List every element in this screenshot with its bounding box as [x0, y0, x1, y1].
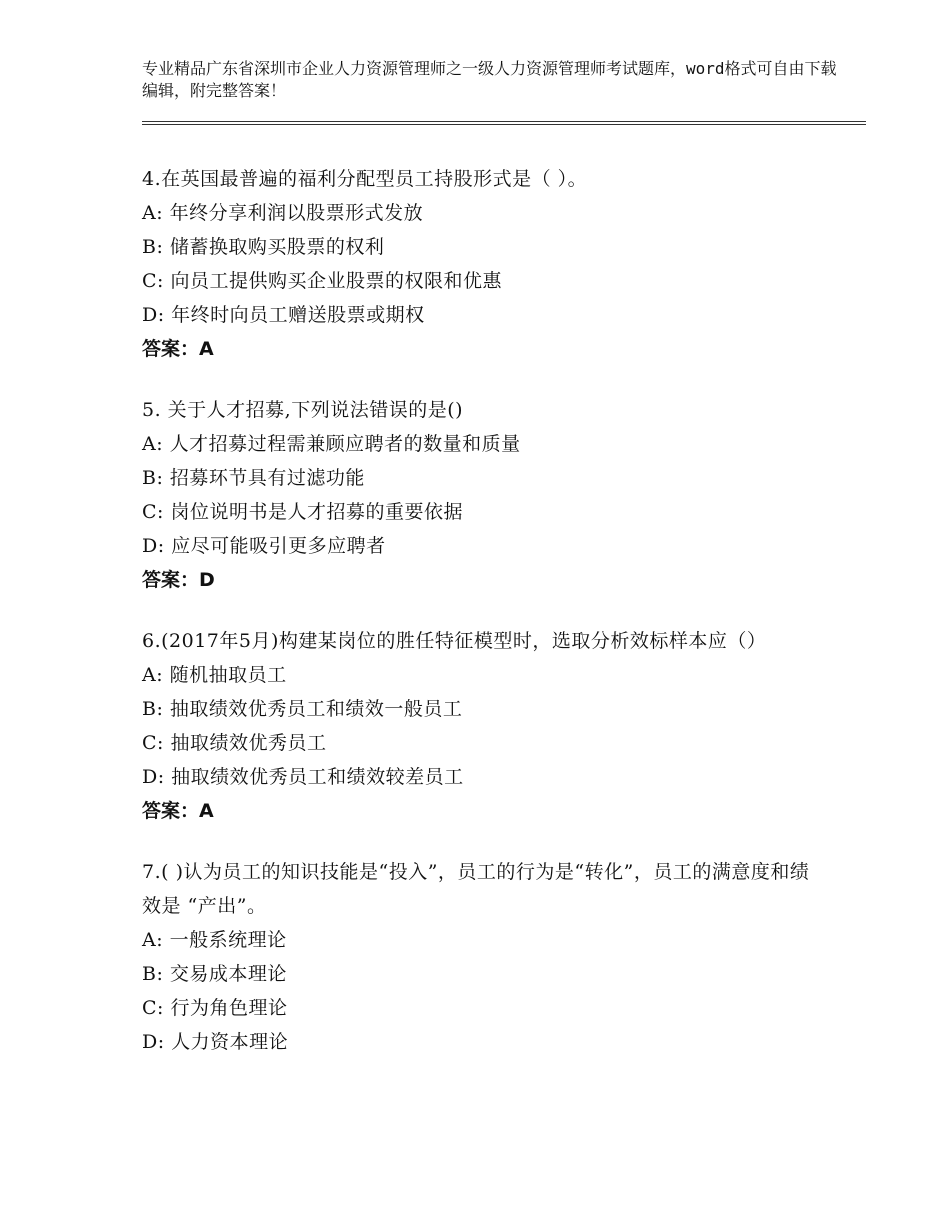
- answer: 答案：A: [142, 800, 214, 822]
- question-stem: 7.( )认为员工的知识技能是“投入”，员工的行为是“转化”，员工的满意度和绩效是 “产出”。: [142, 861, 810, 917]
- question-stem: 4.在英国最普遍的福利分配型员工持股形式是（ ）。: [142, 168, 588, 190]
- option-c: C: 行为角色理论: [142, 997, 288, 1019]
- answer: 答案：A: [142, 338, 214, 360]
- option-a: A: 人才招募过程需兼顾应聘者的数量和质量: [142, 433, 521, 455]
- option-d: D: 人力资本理论: [142, 1031, 289, 1053]
- option-d: D: 年终时向员工赠送股票或期权: [142, 304, 425, 326]
- question-stem: 5. 关于人才招募,下列说法错误的是(): [142, 399, 464, 421]
- option-b: B: 抽取绩效优秀员工和绩效一般员工: [142, 698, 463, 720]
- question-list: [142, 162, 822, 1086]
- question-stem: 6.(2017年5月)构建某岗位的胜任特征模型时，选取分析效标样本应（）: [142, 630, 767, 652]
- header-divider-bottom: [142, 124, 866, 125]
- document-header: 专业精品广东省深圳市企业人力资源管理师之一级人力资源管理师考试题库，word格式可自由下载编辑，附完整答案！: [142, 59, 837, 100]
- question-7: [142, 855, 822, 1059]
- answer: 答案：D: [142, 569, 215, 591]
- option-c: C: 抽取绩效优秀员工: [142, 732, 327, 754]
- option-a: A: 年终分享利润以股票形式发放: [142, 202, 424, 224]
- option-c: C: 向员工提供购买企业股票的权限和优惠: [142, 270, 502, 292]
- option-b: B: 储蓄换取购买股票的权利: [142, 236, 385, 258]
- option-d: D: 抽取绩效优秀员工和绩效较差员工: [142, 766, 464, 788]
- header-divider-top: [142, 121, 866, 122]
- option-d: D: 应尽可能吸引更多应聘者: [142, 535, 386, 557]
- option-a: A: 随机抽取员工: [142, 664, 287, 686]
- option-c: C: 岗位说明书是人才招募的重要依据: [142, 501, 463, 523]
- question-5: [142, 393, 822, 597]
- option-b: B: 招募环节具有过滤功能: [142, 467, 365, 489]
- question-6: [142, 624, 822, 828]
- option-b: B: 交易成本理论: [142, 963, 287, 985]
- question-4: [142, 162, 822, 366]
- option-a: A: 一般系统理论: [142, 929, 287, 951]
